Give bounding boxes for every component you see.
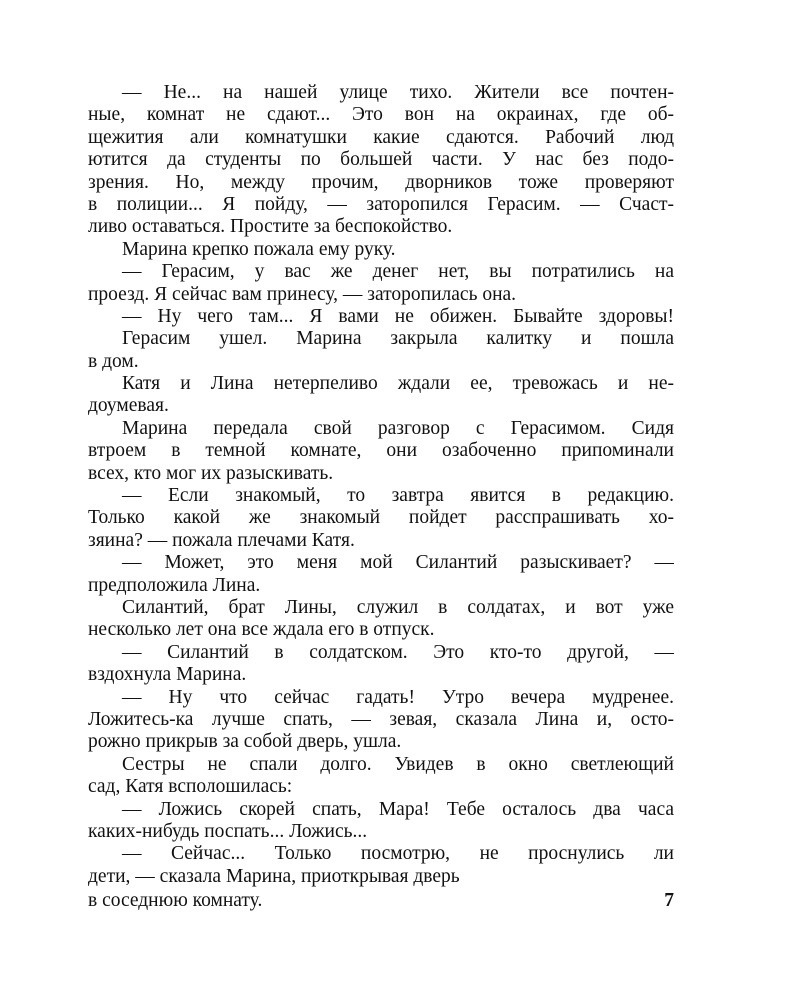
text-line: Марина крепко пожала ему руку. [122, 238, 396, 260]
text-line: — Не... на нашей улице тихо. Жители все почтен- [122, 82, 674, 103]
text-line: доумевая. [88, 395, 169, 417]
text-line: дети, — сказала Марина, приоткрывая дверь [88, 865, 460, 887]
text-line: Сестры не спали долго. Увидев в окно светлеющий [122, 753, 674, 775]
text-line: Силантий, брат Лины, служил в солдатах, и вот уже [122, 596, 674, 618]
text-line: зяина? — пожала плечами Катя. [88, 529, 355, 551]
text-line: ные, комнат не сдают... Это вон на окраинах, где об- [88, 104, 674, 126]
page-number: 7 [664, 890, 674, 911]
text-line: — Ну что сейчас гадать! Утро вечера мудренее. [122, 686, 674, 708]
text-line: Только какой же знакомый пойдет расспрашивать хо- [88, 507, 674, 529]
text-line: сад, Катя всполошилась: [88, 776, 293, 798]
text-line: Марина передала свой разговор с Герасимом. Сидя [122, 417, 674, 439]
page-body-text [88, 82, 674, 888]
text-line: — Герасим, у вас же денег нет, вы потратились на [122, 261, 674, 283]
text-line: зрения. Но, между прочим, дворников тоже проверяют [88, 171, 674, 193]
text-line: щежития али комнатушки какие сдаются. Рабочий люд [88, 126, 674, 148]
final-text-line: в соседнюю комнату. [88, 890, 263, 911]
text-line: всех, кто мог их разыскивать. [88, 462, 334, 484]
text-line: вздохнула Марина. [88, 664, 247, 686]
text-line: в полиции... Я пойду, — заторопился Герасим. — Счаст- [88, 193, 674, 215]
text-line: в дом. [88, 350, 139, 372]
page-footer [88, 890, 674, 912]
text-line: — Силантий в солдатском. Это кто-то другой, — [122, 641, 674, 663]
text-line: — Может, это меня мой Силантий разыскивает? — [122, 552, 674, 574]
text-line: Герасим ушел. Марина закрыла калитку и пошла [122, 328, 674, 350]
text-line: — Ну чего там... Я вами не обижен. Бывайте здоровы! [122, 305, 674, 327]
text-line: рожно прикрыв за собой дверь, ушла. [88, 731, 402, 753]
text-line: втроем в темной комнате, они озабоченно припоминали [88, 440, 674, 462]
text-line: — Сейчас... Только посмотрю, не проснулись ли [122, 843, 674, 865]
text-line: проезд. Я сейчас вам принесу, — заторопилась она. [88, 283, 517, 305]
text-line: ютится да студенты по большей части. У нас без подо- [88, 149, 674, 171]
text-line: — Если знакомый, то завтра явится в редакцию. [122, 485, 674, 507]
text-line: несколько лет она все ждала его в отпуск. [88, 619, 435, 641]
text-line: Катя и Лина нетерпеливо ждали ее, тревожась и не- [122, 373, 674, 395]
text-line: каких-нибудь поспать... Ложись... [88, 820, 368, 842]
text-line: предположила Лина. [88, 574, 261, 596]
text-line: Ложитесь-ка лучше спать, — зевая, сказала Лина и, осто- [88, 708, 674, 730]
text-line: ливо оставаться. Простите за беспокойство. [88, 216, 453, 238]
text-line: — Ложись скорей спать, Мара! Тебе осталось два часа [122, 798, 674, 820]
